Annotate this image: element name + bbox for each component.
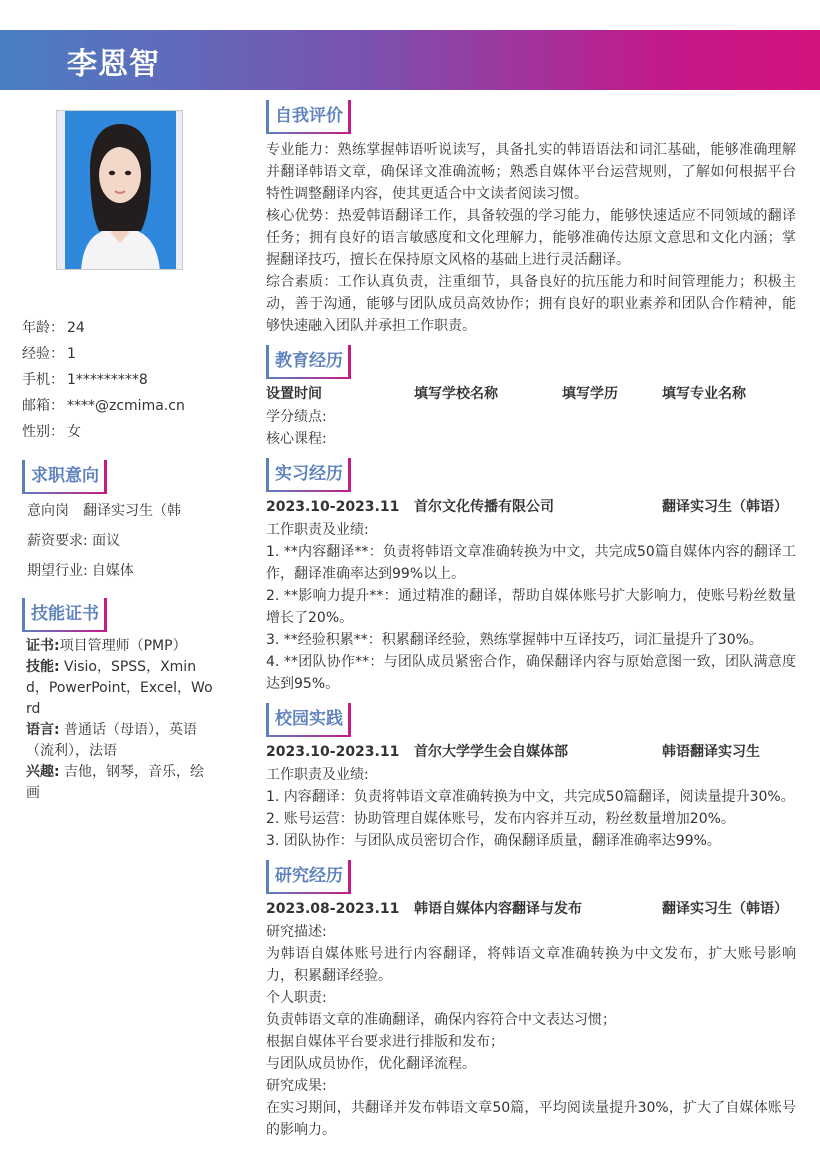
skill-label: 兴趣: (26, 764, 60, 780)
education-time: 设置时间 (266, 386, 322, 402)
education-gpa: 学分绩点: (266, 409, 327, 425)
campus-row (266, 740, 796, 764)
self-eval-paragraph: 核心优势：热爱韩语翻译工作，具备较强的学习能力，能够快速适应不同领域的翻译任务；拥有良好的语言敏感度和文化理解力，能够准确传达原文意思和文化内涵；掌握翻译技巧，擅长在保持原文风格的基础上进行灵活翻译。 (266, 208, 796, 268)
info-label: 邮箱： (22, 398, 64, 414)
research-line: 研究描述: (266, 924, 327, 940)
section-title-text: 技能证书 (31, 604, 99, 624)
section-title-internship (266, 458, 351, 490)
internship-line: 工作职责及业绩: (266, 522, 369, 538)
info-gender (22, 422, 222, 448)
person-portrait-icon (57, 111, 183, 270)
section-title-self-eval (266, 100, 351, 132)
job-intent-section (22, 460, 222, 590)
skill-languages (26, 720, 214, 762)
section-title-research (266, 860, 351, 892)
skill-tools (26, 657, 214, 720)
section-title-skills (22, 598, 107, 630)
campus-line: 3. 团队协作：与团队成员密切合作，确保翻译质量，翻译准确率达99%。 (266, 833, 721, 849)
campus-org: 首尔大学学生会自媒体部 (414, 744, 568, 760)
self-eval-paragraph: 专业能力：熟练掌握韩语听说读写，具备扎实的韩语语法和词汇基础，能够准确理解并翻译韩语文章，确保译文准确流畅；熟悉自媒体平台运营规则，了解如何根据平台特性调整翻译内容，使其更适合中文读者阅读习惯。 (266, 142, 796, 202)
research-project: 韩语自媒体内容翻译与发布 (414, 901, 582, 917)
skills-section (22, 598, 222, 804)
intent-industry-value: 自媒体 (91, 563, 134, 579)
skill-value: 项目管理师（PMP） (59, 638, 187, 654)
section-title-text: 校园实践 (275, 709, 343, 729)
research-section (266, 860, 796, 1141)
info-label: 性别： (22, 424, 64, 440)
education-row (266, 382, 796, 406)
research-line: 研究成果: (266, 1078, 327, 1094)
info-value: 24 (67, 320, 85, 336)
right-column (266, 100, 796, 1141)
research-line: 在实习期间，共翻译并发布韩语文章50篇，平均阅读量提升30%，扩大了自媒体账号的影响力。 (266, 1100, 796, 1138)
campus-section (266, 703, 796, 852)
internship-line: 3. **经验积累**：积累翻译经验，熟练掌握韩中互译技巧，词汇量提升了30%。 (266, 632, 763, 648)
intent-industry-label: 期望行业: (27, 563, 88, 579)
section-title-text: 求职意向 (31, 466, 99, 486)
internship-line: 1. **内容翻译**：负责将韩语文章准确转换为中文，共完成50篇自媒体内容的翻译工作，翻译准确率达到99%以上。 (266, 544, 796, 582)
intent-position-value: 翻译实习生（韩 (83, 503, 181, 519)
internship-time: 2023.10-2023.11 (266, 499, 400, 515)
left-column (22, 318, 222, 804)
research-line: 与团队成员协作，优化翻译流程。 (266, 1056, 476, 1072)
info-value: 1 (67, 346, 76, 362)
section-title-text: 自我评价 (275, 106, 343, 126)
campus-role: 韩语翻译实习生 (662, 744, 760, 760)
skill-value: 吉他，钢琴，音乐，绘画 (26, 764, 205, 801)
intent-position (27, 500, 222, 530)
internship-row (266, 495, 796, 519)
section-title-job-intent (22, 460, 107, 492)
intent-salary: 薪资要求: 面议 (27, 533, 121, 549)
internship-line: 4. **团队协作**：与团队成员紧密合作，确保翻译内容与原始意图一致，团队满意度达到95%。 (266, 654, 796, 692)
profile-photo (56, 110, 183, 270)
research-line: 负责韩语文章的准确翻译，确保内容符合中文表达习惯； (266, 1012, 616, 1028)
info-age (22, 318, 222, 344)
basic-info (22, 318, 222, 448)
skill-certificate (26, 636, 214, 657)
internship-role: 翻译实习生（韩语） (662, 499, 788, 515)
education-section (266, 345, 796, 450)
research-line: 根据自媒体平台要求进行排版和发布； (266, 1034, 504, 1050)
header-banner (0, 30, 820, 90)
campus-line: 2. 账号运营：协助管理自媒体账号，发布内容并互动，粉丝数量增加20%。 (266, 811, 735, 827)
skill-interests (26, 762, 214, 804)
section-title-text: 教育经历 (275, 351, 343, 371)
info-label: 年龄： (22, 320, 64, 336)
internship-line: 2. **影响力提升**：通过精准的翻译，帮助自媒体账号扩大影响力，使账号粉丝数量增长了20%。 (266, 588, 796, 626)
section-title-campus (266, 703, 351, 735)
section-title-education (266, 345, 351, 377)
skill-label: 技能: (26, 659, 60, 675)
research-line: 个人职责: (266, 990, 327, 1006)
skill-label: 语言: (26, 722, 60, 738)
skill-value: Visio，SPSS，Xmind，PowerPoint，Excel，Word (26, 659, 213, 717)
skill-value: 普通话（母语），英语（流利），法语 (26, 722, 198, 759)
info-experience (22, 344, 222, 370)
info-label: 经验： (22, 346, 64, 362)
education-degree: 填写学历 (562, 386, 618, 402)
info-label: 手机： (22, 372, 64, 388)
info-value: ****@zcmima.cn (67, 398, 185, 414)
info-value: 1*********8 (67, 372, 148, 388)
research-row (266, 897, 796, 921)
info-phone (22, 370, 222, 396)
self-eval-section (266, 100, 796, 337)
intent-industry (27, 560, 222, 590)
section-title-text: 实习经历 (275, 464, 343, 484)
section-title-text: 研究经历 (275, 866, 343, 886)
research-time: 2023.08-2023.11 (266, 901, 400, 917)
intent-position-label: 意向岗 (27, 503, 69, 519)
internship-company: 首尔文化传播有限公司 (414, 499, 554, 515)
campus-time: 2023.10-2023.11 (266, 744, 400, 760)
research-role: 翻译实习生（韩语） (662, 901, 788, 917)
campus-line: 工作职责及业绩: (266, 767, 369, 783)
education-major: 填写专业名称 (662, 386, 746, 402)
self-eval-paragraph: 综合素质：工作认真负责，注重细节，具备良好的抗压能力和时间管理能力；积极主动，善于沟通，能够与团队成员高效协作；拥有良好的职业素养和团队合作精神，能够快速融入团队并承担工作职责。 (266, 274, 796, 334)
education-courses: 核心课程: (266, 431, 327, 447)
info-email (22, 396, 222, 422)
internship-section (266, 458, 796, 695)
education-school: 填写学校名称 (414, 386, 498, 402)
skill-label: 证书: (26, 638, 60, 654)
candidate-name: 李恩智 (67, 47, 160, 82)
research-line: 为韩语自媒体账号进行内容翻译，将韩语文章准确转换为中文发布，扩大账号影响力，积累翻译经验。 (266, 946, 796, 984)
campus-line: 1. 内容翻译：负责将韩语文章准确转换为中文，共完成50篇翻译，阅读量提升30%。 (266, 789, 795, 805)
info-value: 女 (67, 424, 81, 440)
